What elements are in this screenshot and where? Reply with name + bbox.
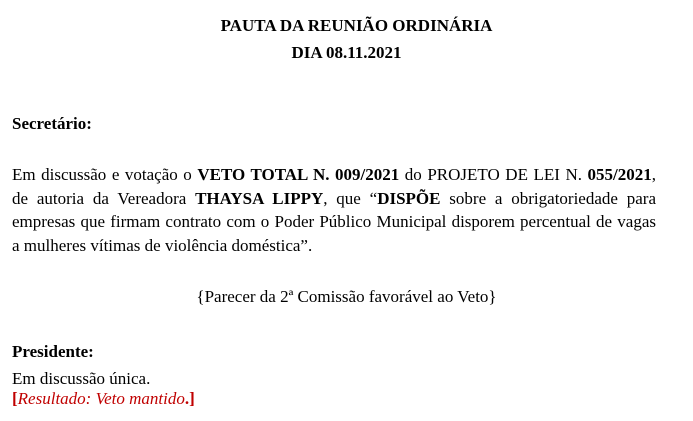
- paragraph-text: , de autoria da Vereadora: [12, 165, 656, 208]
- paragraph-text: Em discussão e votação o: [12, 165, 198, 184]
- meeting-date: DIA 08.11.2021: [291, 43, 402, 62]
- single-discussion-text: Em discussão única.: [12, 369, 151, 388]
- secretary-paragraph: [12, 163, 656, 257]
- bill-number: 055/2021: [587, 165, 652, 184]
- secretary-label: Secretário:: [12, 114, 92, 133]
- result-text: Resultado: Veto mantido: [17, 389, 185, 408]
- paragraph-text: , que “: [323, 188, 378, 208]
- committee-opinion: {Parecer da 2ª Comissão favorável ao Veto}: [196, 287, 497, 306]
- veto-number: VETO TOTAL N. 009/2021: [197, 165, 400, 184]
- agenda-title: PAUTA DA REUNIÃO ORDINÁRIA: [220, 16, 493, 35]
- paragraph-text: do PROJETO DE LEI N.: [399, 165, 588, 184]
- dispoe-keyword: DISPÕE: [377, 188, 441, 208]
- result-open-bracket: [: [12, 389, 18, 408]
- result-line: [12, 389, 195, 409]
- president-label: Presidente:: [12, 342, 94, 361]
- paragraph-text: sobre a obrigatoriedade para empresas que firmam contrato com o Poder Público Municipal disporem percentual de vagas a mulheres vítimas de violência doméstica”.: [12, 188, 656, 255]
- author-name: THAYSA LIPPY: [195, 188, 324, 208]
- result-close-bracket: .]: [184, 389, 195, 408]
